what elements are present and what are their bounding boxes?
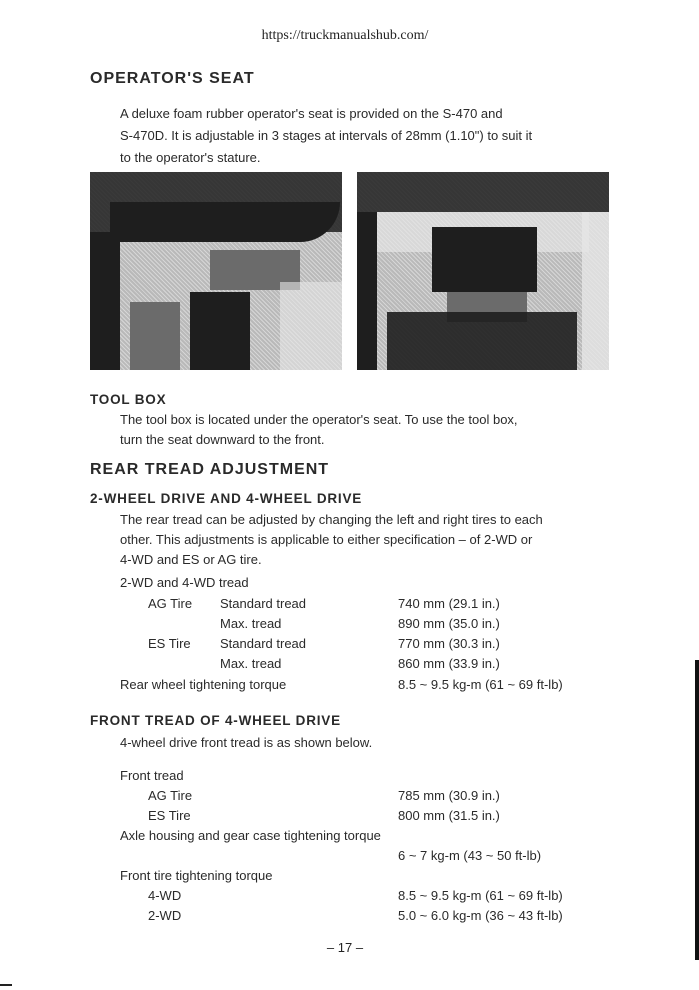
rear-table-title: 2-WD and 4-WD tread	[120, 575, 249, 590]
rear-line-1: The rear tread can be adjusted by changing the left and right tires to each	[120, 512, 543, 527]
seat-line-1: A deluxe foam rubber operator's seat is provided on the S-470 and	[120, 106, 503, 121]
seat-line-3: to the operator's stature.	[120, 150, 261, 165]
seat-heading: OPERATOR'S SEAT	[90, 70, 255, 87]
scan-edge-mark	[695, 660, 699, 960]
rear-row-3-tire: ES Tire	[148, 636, 191, 651]
front-intro: 4-wheel drive front tread is as shown below.	[120, 735, 373, 750]
rear-row-2-label: Max. tread	[220, 616, 282, 631]
front-4wd-value: 8.5 ~ 9.5 kg-m (61 ~ 69 ft-lb)	[398, 888, 563, 903]
front-ag-value: 785 mm (30.9 in.)	[398, 788, 500, 803]
scan-corner-mark	[0, 984, 12, 986]
rear-row-1-value: 740 mm (29.1 in.)	[398, 596, 500, 611]
rear-row-1-label: Standard tread	[220, 596, 307, 611]
rear-row-3-value: 770 mm (30.3 in.)	[398, 636, 500, 651]
rear-row-4-label: Max. tread	[220, 656, 282, 671]
rear-subheading: 2-WHEEL DRIVE AND 4-WHEEL DRIVE	[90, 491, 363, 506]
toolbox-heading: TOOL BOX	[90, 392, 167, 407]
front-2wd-label: 2-WD	[148, 908, 182, 923]
seat-photo-side	[90, 172, 342, 370]
front-es-label: ES Tire	[148, 808, 191, 823]
toolbox-line-1: The tool box is located under the operator's seat. To use the tool box,	[120, 412, 518, 427]
rear-heading: REAR TREAD ADJUSTMENT	[90, 461, 330, 478]
front-2wd-value: 5.0 ~ 6.0 kg-m (36 ~ 43 ft-lb)	[398, 908, 563, 923]
front-tread-title: Front tread	[120, 768, 184, 783]
rear-torque-value: 8.5 ~ 9.5 kg-m (61 ~ 69 ft-lb)	[398, 677, 563, 692]
front-heading: FRONT TREAD OF 4-WHEEL DRIVE	[90, 713, 341, 728]
rear-line-3: 4-WD and ES or AG tire.	[120, 552, 262, 567]
page-number: – 17 –	[326, 940, 364, 955]
rear-row-1-tire: AG Tire	[148, 596, 193, 611]
seat-photo-rear	[357, 172, 609, 370]
front-tire-torque-title: Front tire tightening torque	[120, 868, 273, 883]
header-url: https://truckmanualshub.com/	[261, 28, 429, 43]
seat-line-2: S-470D. It is adjustable in 3 stages at intervals of 28mm (1.10") to suit it	[120, 128, 533, 143]
front-4wd-label: 4-WD	[148, 888, 182, 903]
rear-torque-label: Rear wheel tightening torque	[120, 677, 287, 692]
front-axle-value: 6 ~ 7 kg-m (43 ~ 50 ft-lb)	[398, 848, 542, 863]
rear-row-4-value: 860 mm (33.9 in.)	[398, 656, 500, 671]
rear-row-3-label: Standard tread	[220, 636, 307, 651]
front-axle-label: Axle housing and gear case tightening torque	[120, 828, 381, 843]
toolbox-line-2: turn the seat downward to the front.	[120, 432, 325, 447]
rear-row-2-value: 890 mm (35.0 in.)	[398, 616, 500, 631]
rear-line-2: other. This adjustments is applicable to either specification – of 2-WD or	[120, 532, 533, 547]
front-ag-label: AG Tire	[148, 788, 193, 803]
front-es-value: 800 mm (31.5 in.)	[398, 808, 500, 823]
